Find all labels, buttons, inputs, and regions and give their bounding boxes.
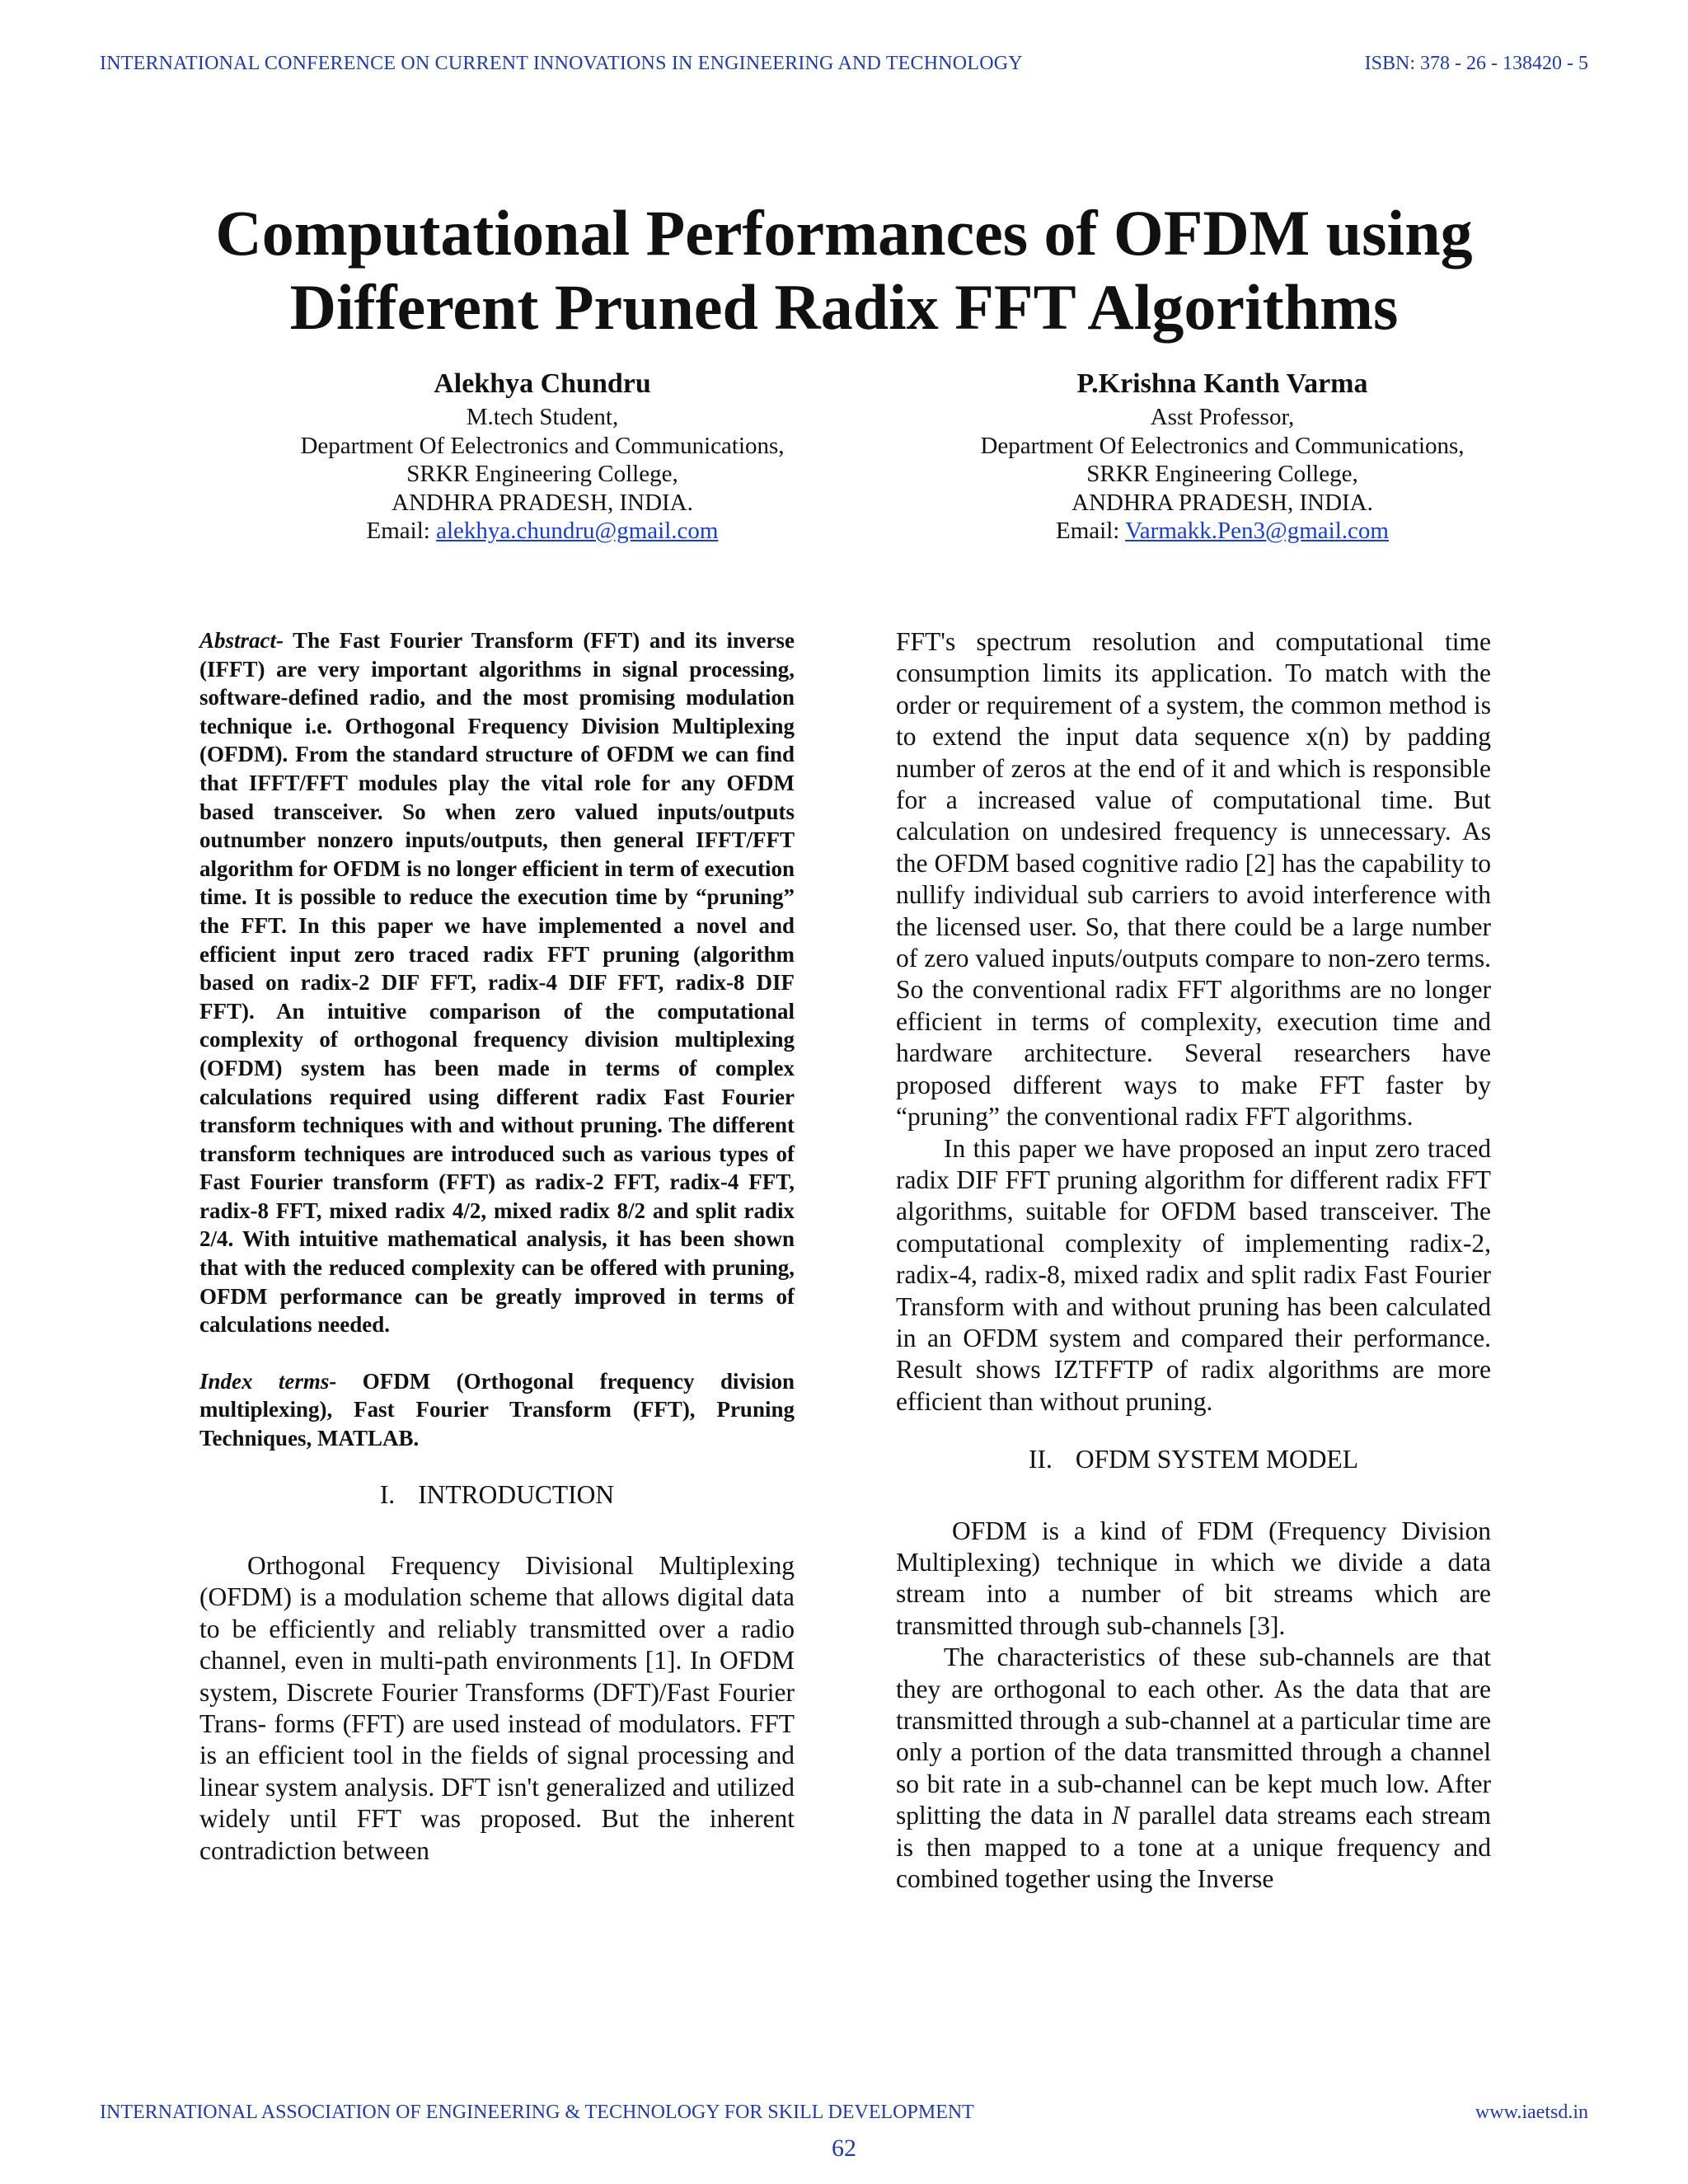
text-run: The characteristics of these sub-channels are that they are orthogonal to each other. As the data that are transmitted through a sub-channel at a particular time are only a portion of the data transmitted through a channel so bit rate in a sub-channel can be kept much low. After splitting the data in <box>896 1643 1491 1830</box>
author-email-line <box>934 517 1511 546</box>
running-header-conference: INTERNATIONAL CONFERENCE ON CURRENT INNOVATIONS IN ENGINEERING AND TECHNOLOGY <box>100 53 1023 74</box>
author-department: Department Of Eelectronics and Communications, <box>300 432 785 459</box>
abstract <box>199 626 795 1339</box>
body-paragraph: FFT's spectrum resolution and computational time consumption limits its application. To match with the order or requirement of a system, the common method is to extend the input data sequence x(n) by padding number of zeros at the end of it and which is responsible for a increased value of computational time. But calculation on undesired frequency is unnecessary. As the OFDM based cognitive radio [2] has the capability to nullify individual sub carriers to avoid interference with the licensed user. So, that there could be a large number of zero valued inputs/outputs compare to non-zero terms. So the conventional radix FFT algorithms are no longer efficient in terms of complexity, execution time and hardware architecture. Several researchers have proposed different ways to make FFT faster by “pruning” the conventional radix FFT algorithms. <box>896 627 1491 1132</box>
section-title: INTRODUCTION <box>418 1479 615 1509</box>
section-heading-system-model <box>896 1444 1491 1475</box>
section-number: I. <box>379 1479 396 1509</box>
author-block-2 <box>934 365 1511 546</box>
section-heading-introduction <box>199 1479 795 1511</box>
footer-website[interactable]: www.iaetsd.in <box>1475 2102 1588 2123</box>
index-terms <box>199 1367 795 1453</box>
author-name: P.Krishna Kanth Varma <box>1076 368 1368 399</box>
right-column <box>896 626 1491 1895</box>
body-paragraph <box>896 1642 1491 1895</box>
title-line-1: Computational Performances of OFDM using <box>215 197 1473 269</box>
author-location: ANDHRA PRADESH, INDIA. <box>392 489 693 516</box>
text-run: parallel data streams each stream is then mapped to a tone at a unique frequency and combined together using the Inverse <box>896 1801 1491 1894</box>
section-title: OFDM SYSTEM MODEL <box>1075 1445 1358 1474</box>
index-terms-text: OFDM (Orthogonal frequency division multiplexing), Fast Fourier Transform (FFT), Pruning Techniques, MATLAB. <box>199 1368 795 1451</box>
author-department: Department Of Eelectronics and Communications, <box>980 432 1465 459</box>
abstract-text: The Fast Fourier Transform (FFT) and its inverse (IFFT) are very important algorithms in signal processing, software-defined radio, and the most promising modulation technique i.e. Orthogonal Frequency Division Multiplexing (OFDM). From the standard structure of OFDM we can find that IFFT/FFT modules play the vital role for any OFDM based transceiver. So when zero valued inputs/outputs outnumber nonzero inputs/outputs, then general IFFT/FFT algorithm for OFDM is no longer efficient in term of execution time. It is possible to reduce the execution time by “pruning” the FFT. In this paper we have implemented a novel and efficient input zero traced radix FFT pruning (algorithm based on radix-2 DIF FFT, radix-4 DIF FFT, radix-8 DIF FFT). An intuitive comparison of the computational complexity of orthogonal frequency division multiplexing (OFDM) system has been made in terms of complex calculations required using different radix Fast Fourier transform techniques with and without pruning. The different transform techniques are introduced such as various types of Fast Fourier transform (FFT) as radix-2 FFT, radix-4 FFT, radix-8 FFT, mixed radix 4/2, mixed radix 8/2 and split radix 2/4. With intuitive mathematical analysis, it has been shown that with the reduced complexity can be offered with pruning, OFDM performance can be greatly improved in terms of calculations needed. <box>199 628 795 1338</box>
body-paragraph: In this paper we have proposed an input zero traced radix DIF FFT pruning algorithm for different radix FFT algorithms, suitable for OFDM based transceiver. The computational complexity of implementing radix-2, radix-4, radix-8, mixed radix and split radix Fast Fourier Transform with and without pruning has been calculated in an OFDM system and compared their performance. Result shows IZTFFTP of radix algorithms are more efficient than without pruning. <box>896 1133 1491 1416</box>
author-college: SRKR Engineering College, <box>406 461 678 487</box>
footer-association: INTERNATIONAL ASSOCIATION OF ENGINEERING & TECHNOLOGY FOR SKILL DEVELOPMENT <box>100 2102 974 2123</box>
title-line-2: Different Pruned Radix FFT Algorithms <box>289 271 1399 343</box>
email-link[interactable]: Varmakk.Pen3@gmail.com <box>1125 518 1389 544</box>
left-column <box>199 626 795 1867</box>
author-role: Asst Professor, <box>1150 404 1295 430</box>
email-label: Email: <box>366 518 437 544</box>
variable-n: N <box>1112 1801 1130 1830</box>
author-college: SRKR Engineering College, <box>1086 461 1358 487</box>
running-header-isbn: ISBN: 378 - 26 - 138420 - 5 <box>1364 53 1588 74</box>
section-number: II. <box>1029 1445 1053 1474</box>
abstract-label: Abstract- <box>199 628 284 653</box>
author-email-line <box>254 517 831 546</box>
author-name: Alekhya Chundru <box>434 368 651 399</box>
page-number: 62 <box>832 2135 856 2162</box>
paper-title <box>165 196 1523 344</box>
introduction-paragraph: Orthogonal Frequency Divisional Multiplexing (OFDM) is a modulation scheme that allows digital data to be efficiently and reliably transmitted over a radio channel, even in multi-path environments [1]. In OFDM system, Discrete Fourier Transforms (DFT)/Fast Fourier Trans- forms (FFT) are used instead of modulators. FFT is an efficient tool in the fields of signal processing and linear system analysis. DFT isn't generalized and utilized widely until FFT was proposed. But the inherent contradiction between <box>199 1551 795 1865</box>
author-block-1 <box>254 365 831 546</box>
author-role: M.tech Student, <box>466 404 619 430</box>
body-paragraph: OFDM is a kind of FDM (Frequency Division Multiplexing) technique in which we divide a data stream into a number of bit streams which are transmitted through sub-channels [3]. <box>896 1516 1491 1640</box>
email-link[interactable]: alekhya.chundru@gmail.com <box>436 518 719 544</box>
author-location: ANDHRA PRADESH, INDIA. <box>1071 489 1373 516</box>
index-terms-label: Index terms- <box>199 1368 337 1394</box>
email-label: Email: <box>1056 518 1126 544</box>
